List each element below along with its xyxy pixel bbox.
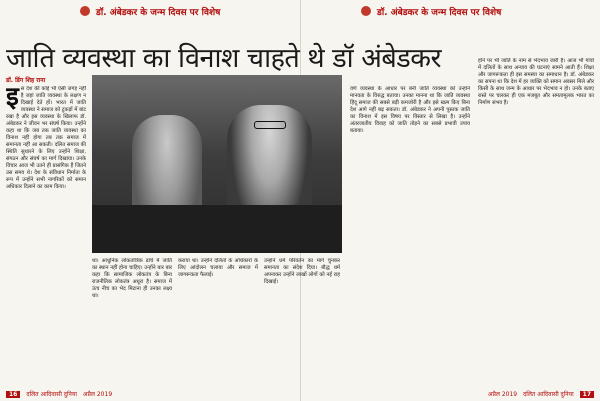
left-section-label: डॉ. अंबेडकर के जन्म दिवस पर विशेष	[96, 7, 221, 18]
article-column-1	[6, 86, 86, 322]
article-column-3: कराया था। उन्होंने दलितों के अधिकारों के लिए आंदोलन चलाया और समाज में जागरूकता फैलाई।	[178, 258, 258, 278]
article-photo	[92, 75, 342, 253]
column-1-text: स देश की कोई भी ऐसी जगह नहीं है जहां जाति व्यवस्था के लक्षण न दिखाई देते हों। भारत में जाति व्यवस्था ने समाज को टुकड़ों में बांट रखा है और इस व्यवस्था के खिलाफ डॉ. अंबेडकर ने जीवन भर संघर्ष किया। उन्होंने कहा था कि जब तक जाति व्यवस्था का विनाश नहीं होगा तब तक समाज में समानता नहीं आ सकती। दलित समाज की स्थिति सुधारने के लिए उन्होंने शिक्षा, संगठन और संघर्ष का मार्ग दिखाया। उनके विचार आज भी उतने ही प्रासंगिक हैं जितने उस समय थे। देश के संविधान निर्माता के रूप में उन्होंने सभी नागरिकों को समान अधिकार दिलाने का काम किया।	[6, 86, 86, 190]
right-section-label: डॉ. अंबेडकर के जन्म दिवस पर विशेष	[377, 7, 502, 18]
left-section-tag	[80, 0, 220, 22]
left-footer-date: अप्रैल 2019	[82, 391, 113, 398]
left-footer	[0, 387, 300, 401]
photo-sofa	[92, 205, 342, 253]
right-page-number: 17	[580, 391, 594, 398]
right-footer	[300, 387, 600, 401]
left-page-number: 16	[6, 391, 20, 398]
left-footer-title: दलित आदिवासी दुनिया	[26, 391, 77, 398]
glasses-shape	[254, 121, 286, 129]
right-footer-title: दलित आदिवासी दुनिया	[523, 391, 574, 398]
right-footer-date: अप्रैल 2019	[487, 391, 518, 398]
article-column-2: था। आधुनिक लोकतांत्रिक ढांचे में जाति का स्थान नहीं होना चाहिए। उन्होंने बार बार कहा कि सामाजिक लोकतंत्र के बिना राजनीतिक लोकतंत्र अधूरा है। समाज में ऊंच नीच का भेद मिटाना ही उनका लक्ष्य था।	[92, 258, 172, 299]
flower-icon	[80, 6, 90, 16]
flower-icon	[361, 6, 371, 16]
drop-cap: इ	[6, 86, 19, 112]
article-headline: जाति व्यवस्था का विनाश चाहते थे डॉ अंबेडकर	[6, 43, 441, 74]
article-column-5: वर्ण व्यवस्था के आधार पर बनी जाति व्यवस्था को उन्होंने मानवता के विरुद्ध बताया। उनका मानना था कि जाति व्यवस्था हिंदू समाज की सबसे बड़ी कमजोरी है और इसे खत्म किए बिना देश आगे नहीं बढ़ सकता। डॉ. अंबेडकर ने अपनी पुस्तक जाति का विनाश में इस विषय पर विस्तार से लिखा है। उन्होंने अंतरजातीय विवाह को जाति तोड़ने का सबसे प्रभावी उपाय बताया।	[350, 86, 470, 134]
article-column-6: होने पर भी जाति के नाम से भेदभाव जारी है। आज भी गांवों में दलितों के साथ अन्याय की घटनाएं सामने आती हैं। शिक्षा और जागरूकता ही इस समस्या का समाधान है। डॉ. अंबेडकर का सपना था कि देश में हर व्यक्ति को समान अवसर मिले और किसी के साथ जन्म के आधार पर भेदभाव न हो। उनके बताए रास्ते पर चलकर ही एक मजबूत और समतामूलक भारत का निर्माण संभव है।	[478, 58, 594, 106]
right-section-tag	[361, 0, 501, 22]
article-column-4: उन्होंने धर्म परिवर्तन का मार्ग चुनकर समानता का संदेश दिया। बौद्ध धर्म अपनाकर उन्होंने लाखों लोगों को नई राह दिखाई।	[264, 258, 340, 285]
article-byline: डॉ. डिंग शिह राना	[6, 77, 46, 84]
